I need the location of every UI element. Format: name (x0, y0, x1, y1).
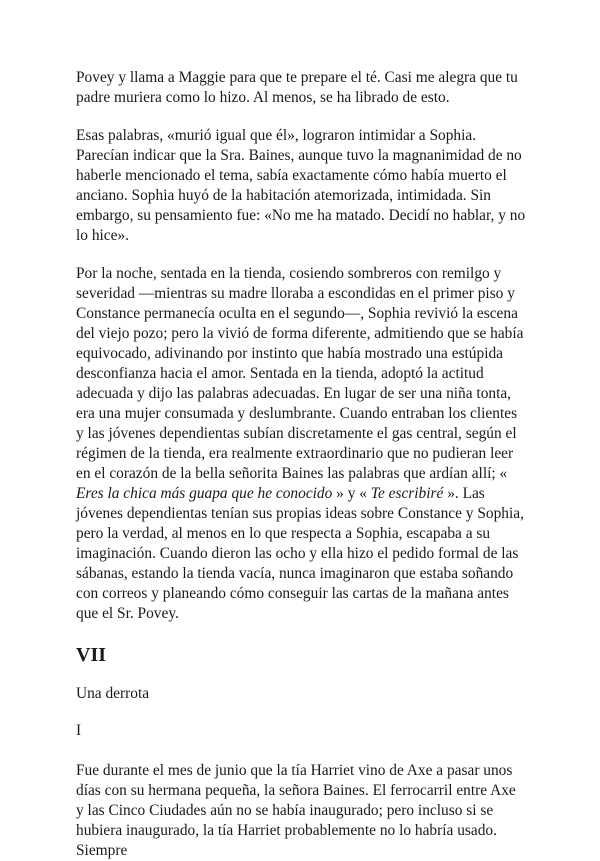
chapter-subtitle: Una derrota (76, 685, 150, 702)
paragraph-3 (76, 264, 526, 624)
section-number: I (76, 722, 82, 739)
chapter-heading: VII (76, 644, 107, 666)
paragraph-3-italic-quote-2: Te escribiré (366, 485, 448, 502)
paragraph-3-text-c: ». Las jóvenes dependientas tenían sus propias ideas sobre Constance y Sophia, pero la verdad, al menos en lo que respecta a Sophia, escapaba a su imaginación. Cuando dieron las ocho y ella hizo el pedido formal de las sábanas, estando la tienda vacía, nunca imaginaron que estaba soñando con correos y planeando cómo conseguir las cartas de la mañana antes que el Sr. Povey. (76, 485, 524, 622)
paragraph-2: Esas palabras, «murió igual que él», lograron intimidar a Sophia. Parecían indicar que la Sra. Baines, aunque tuvo la magnanimidad de no haberle mencionado el tema, sabía exactamente cómo había muerto el anciano. Sophia huyó de la habitación atemorizada, intimidada. Sin embargo, su pensamiento fue: «No me ha matado. Decidí no hablar, y no lo hice». (76, 127, 526, 244)
paragraph-3-italic-quote-1: Eres la chica más guapa que he conocido (76, 485, 337, 502)
paragraph-3-text-a: Por la noche, sentada en la tienda, cosiendo sombreros con remilgo y severidad —mientras su madre lloraba a escondidas en el primer piso y Constance permanecía oculta en el segundo—, Sophia revivió la escena del viejo pozo; pero la vivió de forma diferente, admitiendo que se había equivocado, adivinando por instinto que había mostrado una estúpida desconfianza hacia el amor. Sentada en la tienda, adoptó la actitud adecuada y dijo las palabras adecuadas. En lugar de ser una niña tonta, era una mujer consumada y deslumbrante. Cuando entraban los clientes y las jóvenes dependientas subían discretamente el gas central, según el régimen de la tienda, era realmente extraordinario que no pudieran leer en el corazón de la bella señorita Baines las palabras que ardían allí; « (76, 265, 524, 482)
paragraph-4: Fue durante el mes de junio que la tía Harriet vino de Axe a pasar unos días con su hermana pequeña, la señora Baines. El ferrocarril entre Axe y las Cinco Ciudades aún no se había inaugurado; pero incluso si se hubiera inaugurado, la tía Harriet probablemente no lo habría usado. Siempre (76, 762, 516, 859)
paragraph-3-text-b: » y « (336, 485, 367, 502)
paragraph-1: Povey y llama a Maggie para que te prepare el té. Casi me alegra que tu padre muriera como lo hizo. Al menos, se ha librado de esto. (76, 69, 518, 106)
